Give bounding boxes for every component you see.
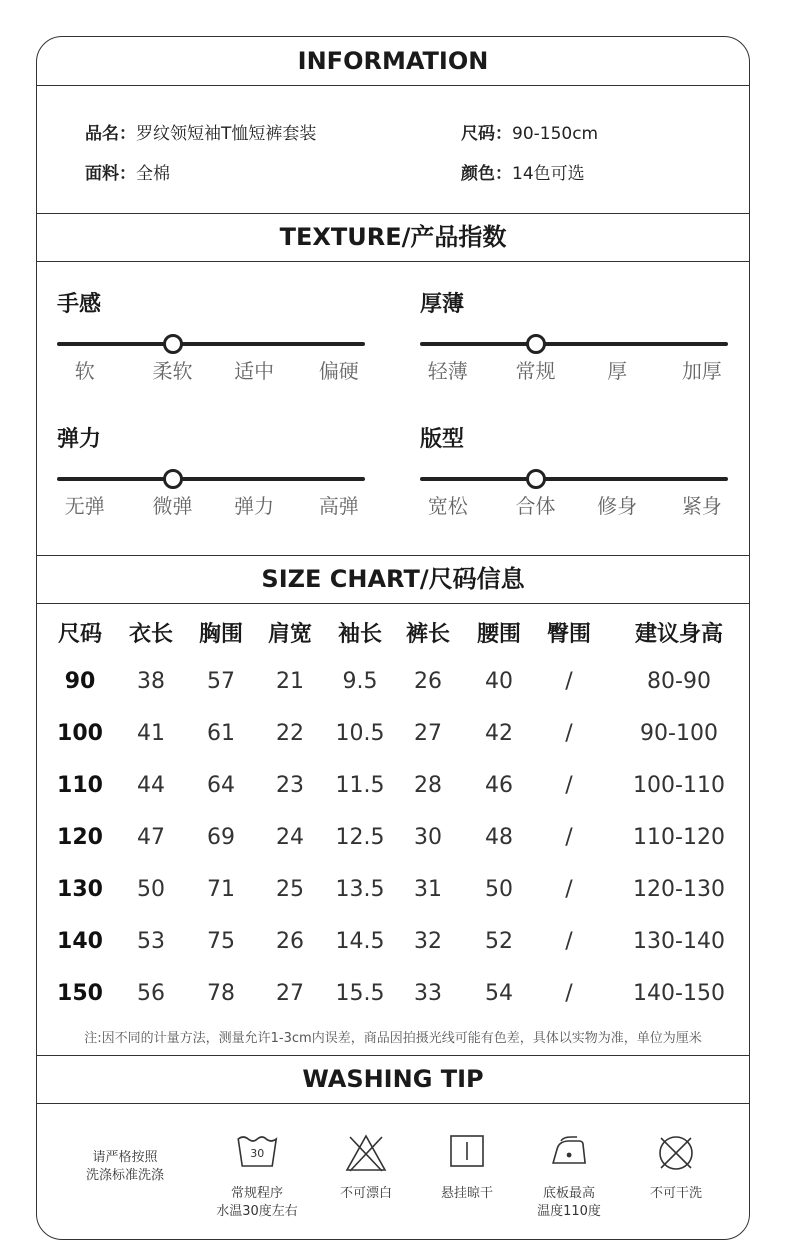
table-cell: 78 [207, 981, 235, 1006]
table-cell: 9.5 [342, 669, 378, 694]
table-header-cell: 胸围 [198, 622, 244, 647]
table-cell: 110-120 [633, 825, 725, 850]
hang-dry-icon [441, 1133, 493, 1181]
texture-track [57, 342, 365, 346]
table-cell: 25 [276, 877, 304, 902]
table-cell: 41 [137, 721, 165, 746]
texture-track [420, 477, 728, 481]
table-cell: 100-110 [633, 773, 725, 798]
texture-knob [163, 334, 183, 354]
divider [37, 261, 749, 262]
wash-label: 不可干洗 [649, 1186, 703, 1201]
table-cell: 150 [57, 981, 103, 1006]
table-cell: 120-130 [633, 877, 725, 902]
table-cell: 57 [207, 669, 235, 694]
table-cell: 71 [207, 877, 235, 902]
table-cell: 22 [276, 721, 304, 746]
table-cell: / [565, 981, 573, 1006]
color-value: 14色可选 [512, 164, 585, 184]
table-cell: 28 [414, 773, 442, 798]
table-cell: 21 [276, 669, 304, 694]
table-cell: 110 [57, 773, 103, 798]
table-cell: 33 [414, 981, 442, 1006]
texture-label: 紧身 [681, 494, 722, 518]
table-cell: / [565, 825, 573, 850]
texture-knob [163, 469, 183, 489]
wash-30-icon [216, 1133, 298, 1181]
table-cell: / [565, 721, 573, 746]
texture-label: 常规 [515, 359, 556, 383]
texture-label: 修身 [597, 494, 638, 518]
texture-header: TEXTURE/产品指数 [279, 223, 507, 251]
texture-label: 合体 [515, 494, 556, 518]
table-cell: 12.5 [335, 825, 385, 850]
table-cell: 50 [485, 877, 513, 902]
table-cell: 40 [485, 669, 513, 694]
information-header: INFORMATION [297, 47, 489, 75]
name-value: 罗纹领短袖T恤短裤套装 [136, 124, 317, 144]
texture-title: 版型 [420, 427, 465, 452]
texture-label: 宽松 [427, 494, 468, 518]
size-label: 尺码： [461, 124, 512, 144]
texture-label: 厚 [607, 359, 628, 383]
table-cell: 140-150 [633, 981, 725, 1006]
table-cell: 27 [414, 721, 442, 746]
no-dry-clean-icon [650, 1133, 702, 1181]
table-cell: 47 [137, 825, 165, 850]
table-cell: 46 [485, 773, 513, 798]
texture-label: 弹力 [234, 494, 275, 518]
table-cell: 50 [137, 877, 165, 902]
texture-label: 加厚 [681, 359, 722, 383]
table-cell: 32 [414, 929, 442, 954]
table-cell: 75 [207, 929, 235, 954]
table-cell: 130 [57, 877, 103, 902]
table-cell: 44 [137, 773, 165, 798]
wash-item [216, 1133, 298, 1221]
texture-label: 微弹 [152, 494, 193, 518]
texture-label: 高弹 [318, 494, 359, 518]
wash-label: 悬挂晾干 [440, 1186, 494, 1201]
table-header-cell: 尺码 [57, 622, 103, 647]
divider [37, 85, 749, 86]
wash-item [441, 1133, 493, 1203]
table-cell: 52 [485, 929, 513, 954]
table-cell: 140 [57, 929, 103, 954]
table-cell: 24 [276, 825, 304, 850]
table-cell: 80-90 [647, 669, 711, 694]
texture-title: 厚薄 [420, 292, 465, 317]
table-header-cell: 臀围 [546, 622, 592, 647]
table-cell: 14.5 [335, 929, 385, 954]
name-label: 品名： [85, 124, 136, 144]
table-header-cell: 袖长 [337, 622, 383, 647]
table-cell: 30 [414, 825, 442, 850]
wash-item [650, 1133, 702, 1203]
table-cell: 26 [414, 669, 442, 694]
texture-title: 弹力 [57, 427, 102, 452]
fabric-value: 全棉 [136, 164, 170, 184]
table-cell: 130-140 [633, 929, 725, 954]
divider [37, 603, 749, 604]
table-cell: / [565, 669, 573, 694]
table-cell: 27 [276, 981, 304, 1006]
fabric-label: 面料： [85, 164, 136, 184]
table-cell: 26 [276, 929, 304, 954]
color-label: 颜色： [461, 164, 512, 184]
wash-item [537, 1133, 601, 1221]
texture-knob [526, 469, 546, 489]
table-cell: 23 [276, 773, 304, 798]
table-cell: 10.5 [335, 721, 385, 746]
table-cell: / [565, 929, 573, 954]
table-cell: 31 [414, 877, 442, 902]
iron-110-icon [537, 1133, 601, 1181]
texture-label: 软 [74, 359, 95, 383]
table-cell: 56 [137, 981, 165, 1006]
table-cell: 53 [137, 929, 165, 954]
info-product-name [85, 119, 316, 144]
no-bleach-icon [340, 1133, 392, 1181]
texture-label: 适中 [234, 359, 275, 383]
size-chart-header: SIZE CHART/尺码信息 [261, 565, 525, 593]
table-header-cell: 肩宽 [267, 622, 313, 647]
table-cell: 64 [207, 773, 235, 798]
wash-intro [86, 1149, 164, 1185]
table-header-cell: 裤长 [405, 622, 451, 647]
size-value: 90-150cm [512, 124, 599, 144]
table-cell: / [565, 773, 573, 798]
texture-label: 无弹 [64, 494, 105, 518]
divider [37, 1103, 749, 1104]
info-fabric [85, 159, 170, 184]
table-cell: 90-100 [640, 721, 718, 746]
table-cell: / [565, 877, 573, 902]
wash-label: 底板最高 温度110度 [537, 1186, 601, 1219]
table-header-cell: 建议身高 [634, 622, 724, 647]
texture-knob [526, 334, 546, 354]
table-cell: 100 [57, 721, 103, 746]
wash-label: 常规程序 水温30度左右 [216, 1186, 298, 1219]
texture-title: 手感 [57, 292, 102, 317]
product-info-card [36, 36, 750, 1240]
size-note: 注:因不同的计量方法，测量允许1-3cm内误差，商品因拍摄光线可能有色差，具体以实物为准，单位为厘米 [84, 1031, 702, 1046]
table-cell: 54 [485, 981, 513, 1006]
table-cell: 90 [64, 669, 96, 694]
table-header-cell: 衣长 [128, 622, 174, 647]
texture-label: 轻薄 [427, 359, 468, 383]
table-cell: 48 [485, 825, 513, 850]
wash-intro-text: 请严格按照 洗涤标准洗涤 [85, 1150, 165, 1183]
washing-header: WASHING TIP [302, 1065, 484, 1093]
table-header-cell: 腰围 [476, 622, 522, 647]
table-cell: 13.5 [335, 877, 385, 902]
table-cell: 69 [207, 825, 235, 850]
texture-label: 柔软 [152, 359, 193, 383]
svg-text:30: 30 [249, 1147, 264, 1160]
table-cell: 61 [207, 721, 235, 746]
table-cell: 38 [137, 669, 165, 694]
wash-label: 不可漂白 [339, 1186, 393, 1201]
info-color [461, 159, 585, 184]
texture-label: 偏硬 [318, 359, 359, 383]
table-cell: 42 [485, 721, 513, 746]
table-cell: 15.5 [335, 981, 385, 1006]
texture-track [420, 342, 728, 346]
table-cell: 11.5 [335, 773, 385, 798]
info-size [461, 119, 598, 144]
table-cell: 120 [57, 825, 103, 850]
wash-item [340, 1133, 392, 1203]
texture-track [57, 477, 365, 481]
